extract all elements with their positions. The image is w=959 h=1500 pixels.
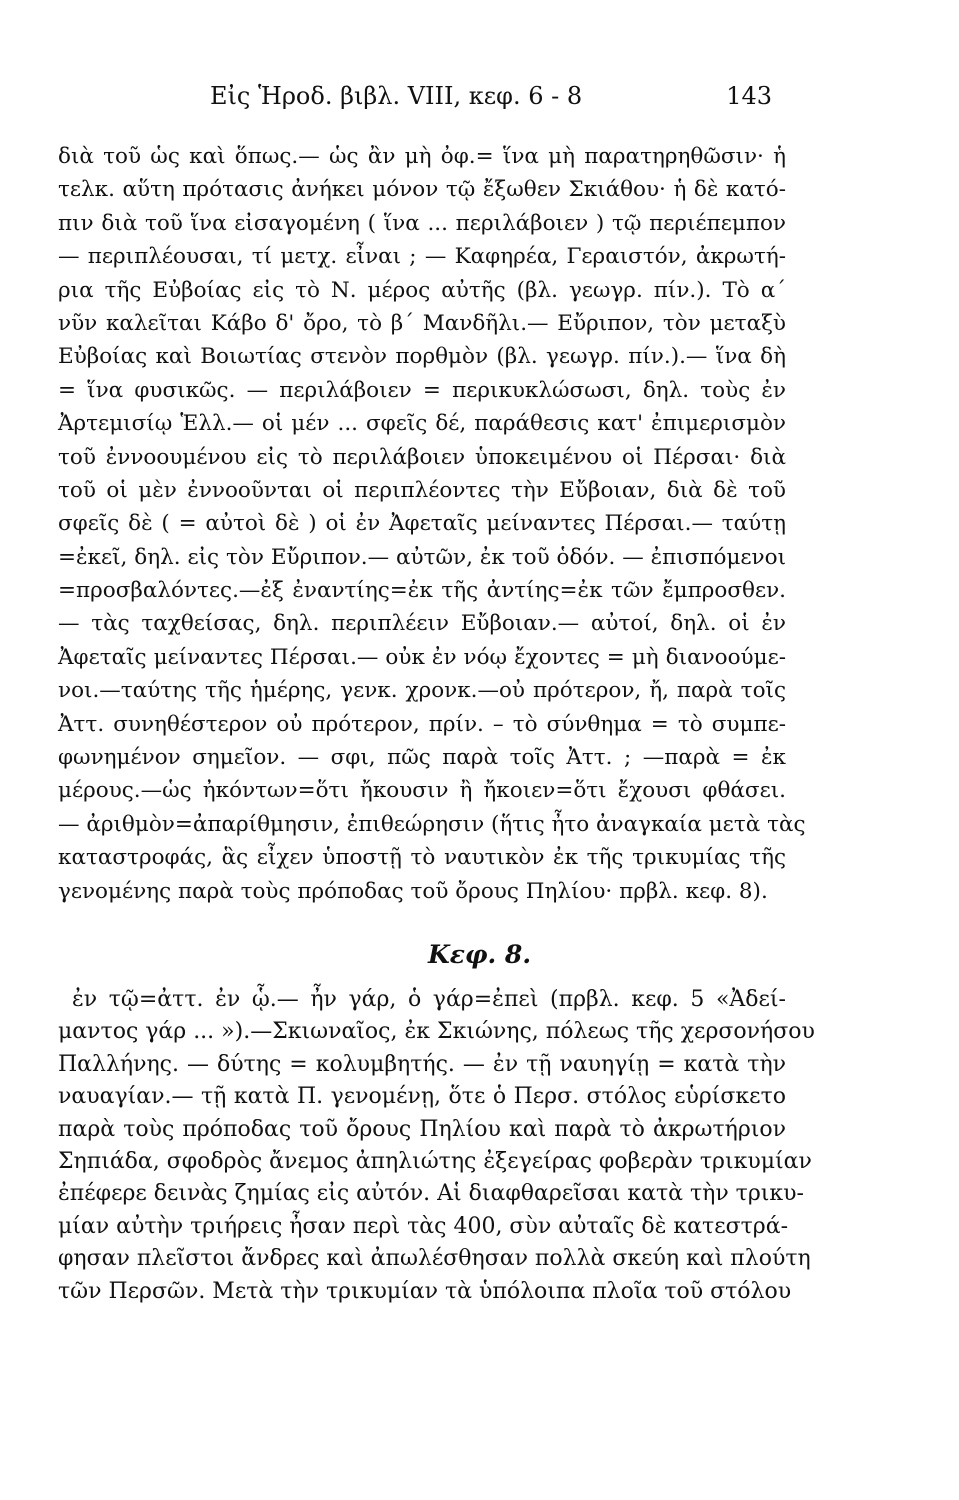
commentary-line: πιν διὰ τοῦ ἵνα εἰσαγομένη ( ἵνα ... περιλάβοιεν ) τῷ περιέπεμπον: [58, 210, 786, 236]
chapter-line: μαντος γάρ ... »).—Σκιωναῖος, ἐκ Σκιώνης, πόλεως τῆς χερσονήσου: [58, 1019, 815, 1045]
commentary-line: ρια τῆς Εὐβοίας εἰς τὸ Ν. μέρος αὐτῆς (βλ. γεωγρ. πίν.). Τὸ α΄: [58, 277, 786, 303]
chapter-line: φησαν πλεῖστοι ἄνδρες καὶ ἀπωλέσθησαν πολλὰ σκεύη καὶ πλούτη: [58, 1246, 811, 1272]
commentary-line: — τὰς ταχθείσας, δηλ. περιπλέειν Εὔβοιαν.— αὐτοί, δηλ. οἱ ἐν: [58, 611, 786, 637]
commentary-line: Ἀττ. συνηθέστερον οὐ πρότερον, πρίν. – τὸ σύνθημα = τὸ συμπε-: [58, 711, 786, 737]
commentary-line: τοῦ οἱ μὲν ἐννοοῦνται οἱ περιπλέοντες τὴν Εὔβοιαν, διὰ δὲ τοῦ: [58, 477, 786, 503]
page-number: 143: [726, 82, 772, 110]
commentary-line: διὰ τοῦ ὡς καὶ ὅπως.— ὡς ἂν μὴ ὀφ.= ἵνα μὴ παρατηρηθῶσιν· ἡ: [58, 144, 786, 169]
chapter-line: παρὰ τοὺς πρόποδας τοῦ ὄρους Πηλίου καὶ παρὰ τὸ ἀκρωτήριον: [58, 1116, 786, 1142]
commentary-line: — ἀριθμὸν=ἀπαρίθμησιν, ἐπιθεώρησιν (ἥτις ἦτο ἀναγκαία μετὰ τὰς: [58, 811, 806, 837]
chapter-text-block: [58, 984, 815, 1308]
commentary-line: νοι.—ταύτης τῆς ἡμέρης, γενκ. χρονκ.—οὐ πρότερον, ἤ, παρὰ τοῖς: [58, 678, 786, 704]
commentary-line: σφεῖς δὲ ( = αὐτοὶ δὲ ) οἱ ἐν Ἀφεταῖς μείναντες Πέρσαι.— ταύτῃ: [58, 511, 786, 537]
commentary-line: Ἀρτεμισίῳ Ἑλλ.— οἱ μέν ... σφεῖς δέ, παράθεσις κατ' ἐπιμερισμὸν: [58, 411, 786, 437]
commentary-line: Ἀφεταῖς μείναντες Πέρσαι.— οὐκ ἐν νόῳ ἔχοντες = μὴ διανοούμε-: [58, 644, 786, 670]
commentary-line: τελκ. αὕτη πρότασις ἀνήκει μόνον τῷ ἔξωθεν Σκιάθου· ἡ δὲ κατό-: [58, 177, 786, 203]
chapter-line: ἐν τῷ=ἀττ. ἐν ᾧ.— ἦν γάρ, ὁ γάρ=ἐπεὶ (πρβλ. κεφ. 5 «Ἀδεί-: [72, 987, 786, 1012]
commentary-line: =προσβαλόντες.—ἐξ ἐναντίης=ἐκ τῆς ἀντίης=ἐκ τῶν ἔμπροσθεν.: [58, 578, 786, 604]
chapter-line: ἐπέφερε δεινὰς ζημίας εἰς αὐτόν. Αἱ διαφθαρεῖσαι κατὰ τὴν τρικυ-: [58, 1181, 804, 1207]
commentary-line: καταστροφάς, ἃς εἶχεν ὑποστῇ τὸ ναυτικὸν ἐκ τῆς τρικυμίας τῆς: [58, 845, 786, 871]
chapter-line: Σηπιάδα, σφοδρὸς ἄνεμος ἀπηλιώτης ἐξεγείρας φοβερὰν τρικυμίαν: [58, 1148, 812, 1174]
commentary-line: Εὐβοίας καὶ Βοιωτίας στενὸν πορθμὸν (βλ. γεωγρ. πίν.).— ἵνα δὴ: [58, 344, 786, 370]
commentary-line: = ἵνα φυσικῶς. — περιλάβοιεν = περικυκλώσωσι, δηλ. τοὺς ἐν: [58, 377, 786, 403]
commentary-block: [58, 140, 806, 908]
commentary-line: μέρους.—ὡς ἠκόντων=ὅτι ἤκουσιν ἢ ἤκοιεν=ὅτι ἔχουσι φθάσει.: [58, 778, 786, 804]
chapter-line: ναυαγίαν.— τῇ κατὰ Π. γενομένῃ, ὅτε ὁ Περσ. στόλος εὑρίσκετο: [58, 1084, 786, 1110]
chapter-line: μίαν αὐτὴν τριήρεις ἦσαν περὶ τὰς 400, σὺν αὐταῖς δὲ κατεστρά-: [58, 1213, 789, 1239]
chapter-line: τῶν Περσῶν. Μετὰ τὴν τρικυμίαν τὰ ὑπόλοιπα πλοῖα τοῦ στόλου: [58, 1278, 792, 1304]
commentary-line: — περιπλέουσαι, τί μετχ. εἶναι ; — Καφηρέα, Γεραιστόν, ἀκρωτή-: [58, 244, 786, 270]
running-title: Εἰς Ἡροδ. βιβλ. VIII, κεφ. 6 - 8: [210, 82, 583, 110]
commentary-line: νῦν καλεῖται Κάβο δ' ὄρο, τὸ β΄ Μανδῆλι.— Εὔριπον, τὸν μεταξὺ: [58, 310, 786, 336]
commentary-line: =ἐκεῖ, δηλ. εἰς τὸν Εὔριπον.— αὐτῶν, ἐκ τοῦ ὁδόν. — ἐπισπόμενοι: [58, 544, 786, 570]
chapter-line: Παλλήνης. — δύτης = κολυμβητής. — ἐν τῇ ναυηγίῃ = κατὰ τὴν: [58, 1051, 786, 1077]
commentary-line: φωνημένον σημεῖον. — σφι, πῶς παρὰ τοῖς Ἀττ. ; —παρὰ = ἐκ: [58, 745, 786, 771]
chapter-heading: Κεφ. 8.: [427, 940, 532, 969]
commentary-line: τοῦ ἐννοουμένου εἰς τὸ περιλάβοιεν ὑποκειμένου οἱ Πέρσαι· διὰ: [58, 444, 786, 470]
commentary-line: γενομένης παρὰ τοὺς πρόποδας τοῦ ὄρους Πηλίου· πρβλ. κεφ. 8).: [58, 878, 768, 904]
running-head: [62, 82, 772, 118]
